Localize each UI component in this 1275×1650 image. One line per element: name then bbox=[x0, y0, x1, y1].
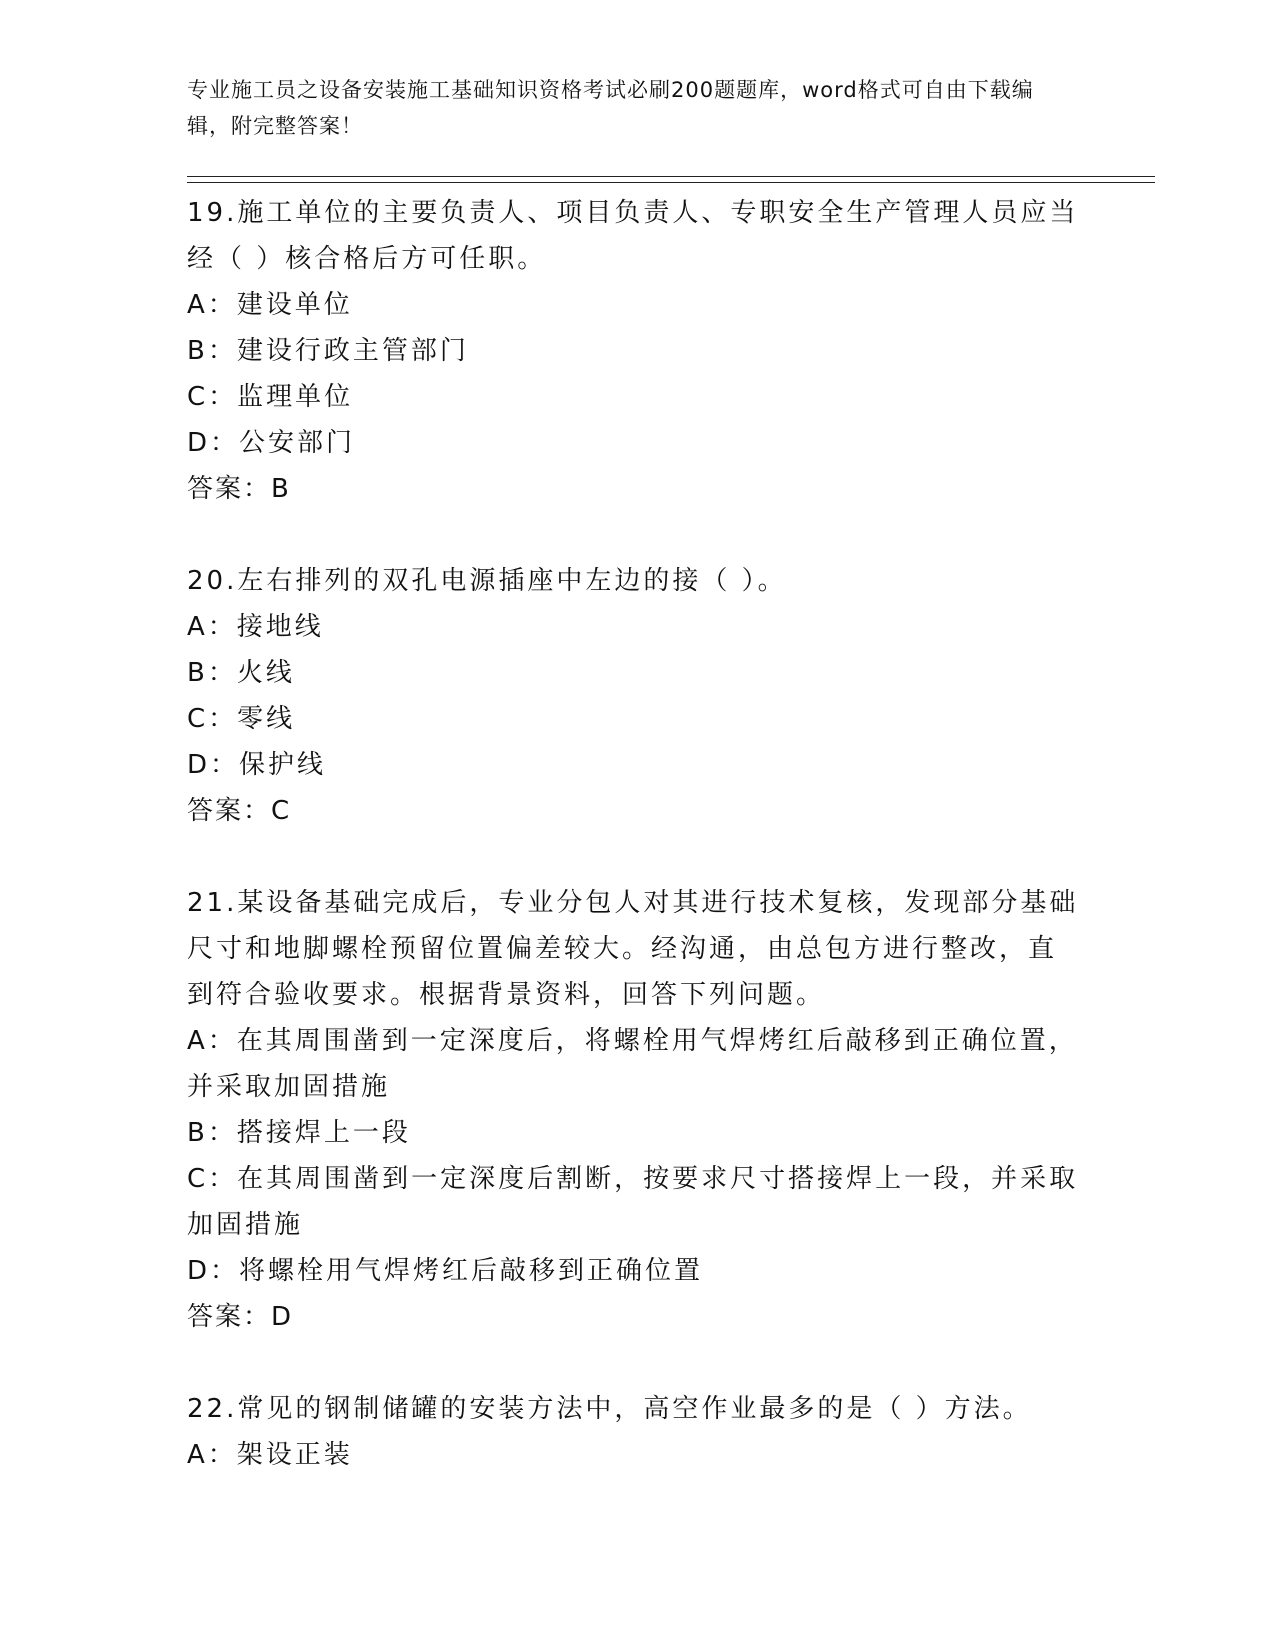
document-header: 专业施工员之设备安装施工基础知识资格考试必刷200题题库，word格式可自由下载编辑，附完整答案！ bbox=[187, 78, 1034, 138]
question-22 bbox=[187, 1386, 1082, 1478]
option-b: B：搭接焊上一段 bbox=[187, 1118, 411, 1148]
option-b: B：火线 bbox=[187, 658, 295, 688]
option-d: D：公安部门 bbox=[187, 428, 356, 458]
option-a: A：架设正装 bbox=[187, 1440, 353, 1470]
question-stem: 22.常见的钢制储罐的安装方法中，高空作业最多的是（ ）方法。 bbox=[187, 1394, 1032, 1424]
question-list bbox=[187, 190, 1082, 1524]
question-stem: 19.施工单位的主要负责人、项目负责人、专职安全生产管理人员应当经（ ）核合格后方可任职。 bbox=[187, 198, 1079, 274]
answer: 答案：D bbox=[187, 1302, 294, 1332]
question-21 bbox=[187, 880, 1082, 1340]
option-b: B：建设行政主管部门 bbox=[187, 336, 469, 366]
option-c: C：在其周围凿到一定深度后割断，按要求尺寸搭接焊上一段，并采取加固措施 bbox=[187, 1164, 1079, 1240]
question-stem: 20.左右排列的双孔电源插座中左边的接（ ）。 bbox=[187, 566, 787, 596]
header-divider-top bbox=[187, 176, 1155, 177]
option-a: A：建设单位 bbox=[187, 290, 353, 320]
question-19 bbox=[187, 190, 1082, 512]
answer: 答案：C bbox=[187, 796, 292, 826]
option-d: D：将螺栓用气焊烤红后敲移到正确位置 bbox=[187, 1256, 704, 1286]
question-stem: 21.某设备基础完成后，专业分包人对其进行技术复核，发现部分基础尺寸和地脚螺栓预留位置偏差较大。经沟通，由总包方进行整改，直到符合验收要求。根据背景资料，回答下列问题。 bbox=[187, 888, 1079, 1010]
option-d: D：保护线 bbox=[187, 750, 327, 780]
question-20 bbox=[187, 558, 1082, 834]
option-c: C：监理单位 bbox=[187, 382, 354, 412]
header-divider-bottom bbox=[187, 182, 1155, 183]
option-a: A：在其周围凿到一定深度后，将螺栓用气焊烤红后敲移到正确位置，并采取加固措施 bbox=[187, 1026, 1078, 1102]
option-c: C：零线 bbox=[187, 704, 296, 734]
answer: 答案：B bbox=[187, 474, 291, 504]
option-a: A：接地线 bbox=[187, 612, 324, 642]
